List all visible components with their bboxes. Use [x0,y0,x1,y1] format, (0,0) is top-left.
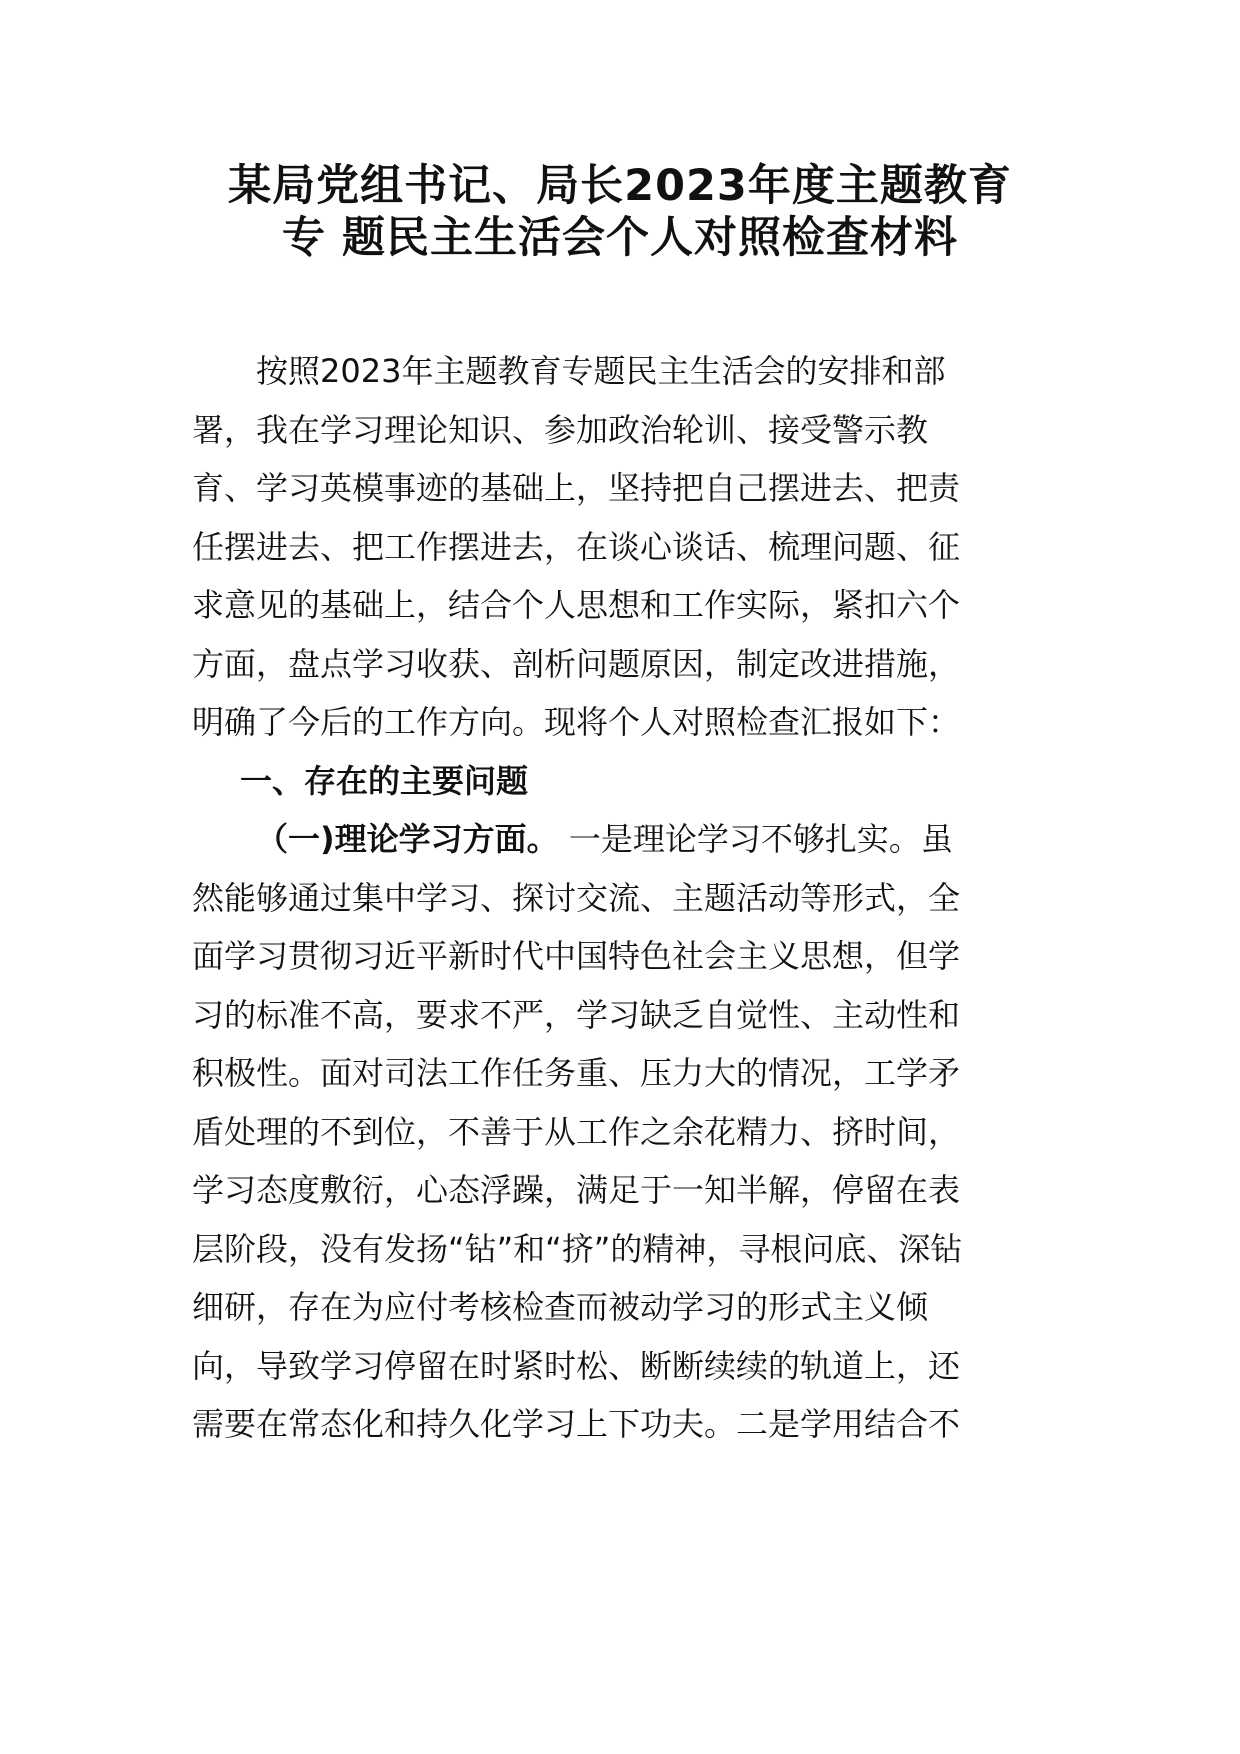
paragraph-line: 然能够通过集中学习、探讨交流、主题活动等形式，全 [192,878,961,917]
paragraph-line: 细研，存在为应付考核检查而被动学习的形式主义倾 [192,1288,929,1326]
paragraph-line: 层阶段，没有发扬“钻”和“挤”的精神，寻根问底、深钻 [192,1229,963,1268]
document-body [192,342,1052,1454]
paragraph-line: 学习态度敷衍，心态浮躁，满足于一知半解，停留在表 [192,1171,961,1209]
paragraph-line: 盾处理的不到位，不善于从工作之余花精力、挤时间， [192,1112,961,1151]
paragraph-line: 习的标准不高，要求不严，学习缺乏自觉性、主动性和 [192,995,961,1034]
paragraph-line [192,810,1052,869]
paragraph-line: 需要在常态化和持久化学习上下功夫。二是学用结合不 [192,1405,961,1443]
paragraph-line: 明确了今后的工作方向。现将个人对照检查汇报如下： [192,703,961,741]
paragraph-line: 育、学习英模事迹的基础上，坚持把自己摆进去、把责 [192,469,961,507]
paragraph-line: 面学习贯彻习近平新时代中国特色社会主义思想，但学 [192,937,961,975]
paragraph-text: 一是理论学习不够扎实。虽 [558,820,953,858]
paragraph-line: 求意见的基础上，结合个人思想和工作实际，紧扣六个 [192,586,961,624]
paragraph-line: 积极性。面对司法工作任务重、压力大的情况，工学矛 [192,1054,961,1092]
paragraph-line: 任摆进去、把工作摆进去，在谈心谈话、梳理问题、征 [192,527,961,566]
paragraph-line: 方面，盘点学习收获、剖析问题原因，制定改进措施， [192,644,961,683]
paragraph-line: 向，导致学习停留在时紧时松、断断续续的轨道上，还 [192,1346,961,1385]
title-line-2: 专 题民主生活会个人对照检查材料 [282,213,958,263]
document-title [150,160,1090,264]
section-heading: 一、存在的主要问题 [240,761,529,800]
paragraph-line: 署，我在学习理论知识、参加政治轮训、接受警示教 [192,410,929,449]
title-line-1: 某局党组书记、局长2023年度主题教育 [228,161,1012,211]
paragraph-line: 按照2023年主题教育专题民主生活会的安排和部 [256,352,946,390]
subsection-heading: （一)理论学习方面。 [256,820,559,858]
